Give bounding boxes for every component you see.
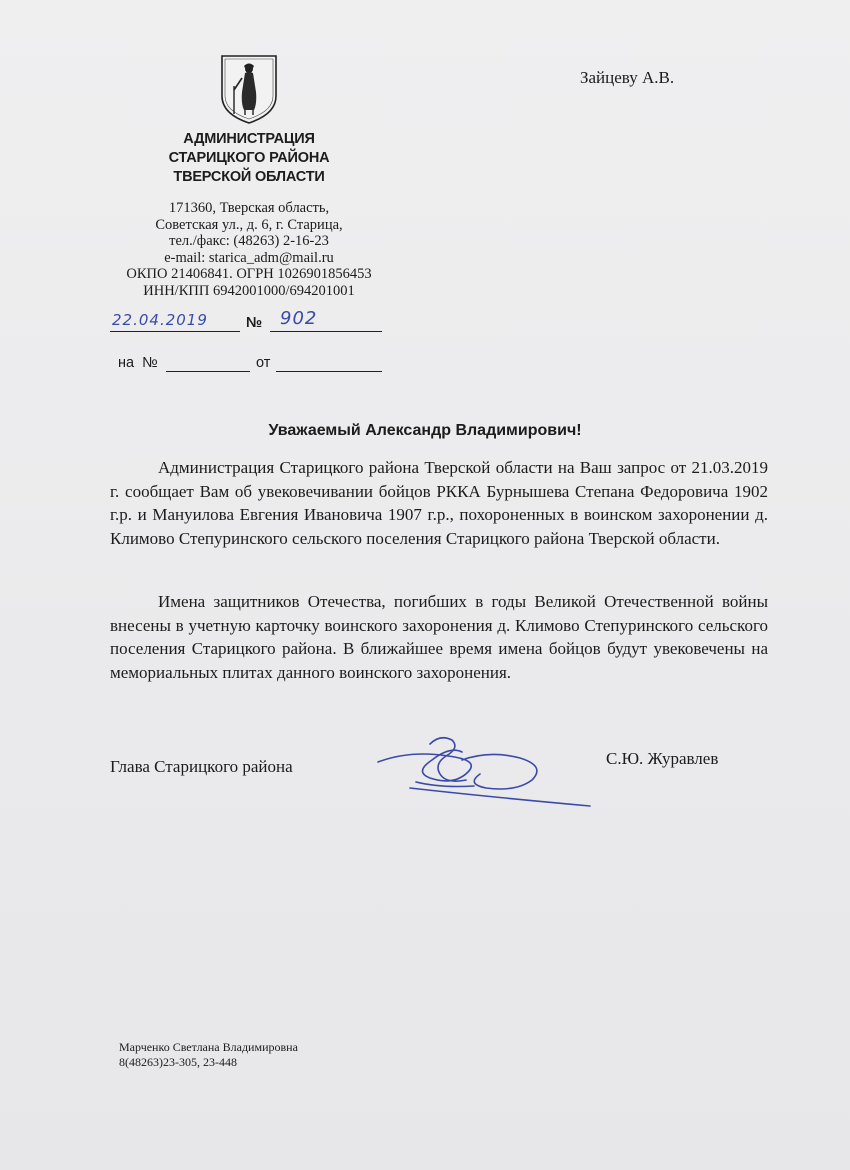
address-line: 171360, Тверская область, <box>168 200 330 216</box>
executor-info <box>119 1040 298 1070</box>
reg-number-underline <box>270 331 382 332</box>
organization-address <box>110 200 388 299</box>
org-name-line: СТАРИЦКОГО РАЙОНА <box>168 150 330 166</box>
executor-phone: 8(48263)23-305, 23-448 <box>119 1055 237 1069</box>
reply-number-label: на № <box>118 355 158 371</box>
executor-name: Марченко Светлана Владимировна <box>119 1040 298 1054</box>
coat-of-arms-icon <box>218 52 280 126</box>
reg-number-handwritten: 902 <box>280 308 318 329</box>
address-line: тел./факс: (48263) 2-16-23 <box>169 233 329 249</box>
greeting: Уважаемый Александр Владимирович! <box>268 422 582 439</box>
address-line: e-mail: starica_adm@mail.ru <box>164 249 334 266</box>
body-paragraph-1: Администрация Старицкого района Тверской области на Ваш запрос от 21.03.2019 г. сообщает Вам об увековечивании бойцов РККА Бурнышева Степана Федоровича 1902 г.р. и Мануилова Евгения Ивановича 1907 г.р., похороненных в воинском захоронении д. Климово Степуринского сельского поселения Старицкого района Тверской области. <box>110 458 768 548</box>
addressee: Зайцеву А.В. <box>580 68 675 87</box>
reg-number-label: № <box>246 315 263 331</box>
reg-date-underline <box>110 331 240 332</box>
reply-date-label: от <box>256 355 271 371</box>
address-line: ОКПО 21406841. ОГРН 1026901856453 <box>126 266 372 282</box>
reg-date-handwritten: 22.04.2019 <box>112 311 208 329</box>
reply-number-underline <box>166 371 250 372</box>
reply-date-underline <box>276 371 382 372</box>
signatory-position: Глава Старицкого района <box>110 757 293 776</box>
address-line: ИНН/КПП 6942001000/694201001 <box>143 282 355 299</box>
signature-image <box>370 730 600 810</box>
org-name-line: ТВЕРСКОЙ ОБЛАСТИ <box>173 169 325 185</box>
address-line: Советская ул., д. 6, г. Старица, <box>155 216 343 233</box>
body-paragraph-2: Имена защитников Отечества, погибших в годы Великой Отечественной войны внесены в учетную карточку воинского захоронения д. Климово Степуринского сельского поселения Старицкого района. В ближайшее время имена бойцов будут увековечены на мемориальных плитах данного воинского захоронения. <box>110 592 768 682</box>
organization-name <box>118 130 380 187</box>
org-name-line: АДМИНИСТРАЦИЯ <box>183 131 315 147</box>
signatory-name: С.Ю. Журавлев <box>606 749 719 768</box>
